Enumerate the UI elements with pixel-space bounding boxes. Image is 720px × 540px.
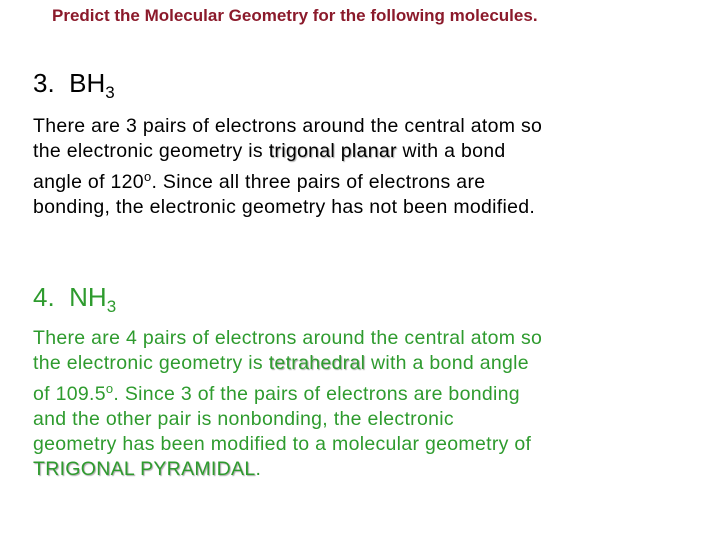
text-fragment: . Since 3 of the pairs of electrons are bonding: [113, 383, 520, 405]
paragraph-line: [33, 457, 713, 482]
text-fragment: the electronic geometry is: [33, 352, 269, 374]
formula-subscript: 3: [105, 83, 115, 102]
text-fragment: with a bond angle: [365, 352, 529, 374]
paragraph-line: There are 3 pairs of electrons around the central atom so: [33, 115, 543, 137]
paragraph-line: [33, 351, 713, 376]
paragraph-line: [33, 164, 713, 195]
text-fragment: . Since all three pairs of electrons are: [151, 171, 486, 193]
electronic-geometry-term: tetrahedral: [268, 352, 366, 374]
paragraph-line: [33, 376, 713, 407]
text-fragment: with a bond: [396, 140, 506, 162]
molecule-heading-bh3: [33, 68, 115, 103]
formula-base: BH: [69, 68, 106, 98]
formula-base: NH: [69, 282, 107, 312]
formula-subscript: 3: [106, 297, 117, 316]
molecular-geometry-term: TRIGONAL PYRAMIDAL: [33, 458, 256, 480]
paragraph-line: There are 4 pairs of electrons around the central atom so: [33, 327, 543, 349]
text-fragment: .: [255, 458, 262, 480]
paragraph-line: and the other pair is nonbonding, the electronic: [33, 408, 454, 430]
nh3-explanation: [33, 326, 713, 482]
paragraph-line: [33, 139, 713, 164]
item-number: 3.: [33, 68, 55, 98]
text-fragment: angle of 120: [33, 171, 144, 193]
degree-superscript: o: [105, 381, 114, 396]
degree-superscript: o: [143, 169, 152, 184]
text-fragment: the electronic geometry is: [33, 140, 269, 162]
molecule-heading-nh3: [33, 282, 116, 317]
item-number: 4.: [33, 282, 55, 312]
text-fragment: of 109.5: [33, 383, 106, 405]
electronic-geometry-term: trigonal planar: [268, 140, 397, 162]
bh3-explanation: [33, 114, 713, 220]
slide-title: Predict the Molecular Geometry for the following molecules.: [52, 6, 538, 25]
paragraph-line: bonding, the electronic geometry has not been modified.: [33, 196, 536, 218]
paragraph-line: geometry has been modified to a molecular geometry of: [33, 433, 532, 455]
